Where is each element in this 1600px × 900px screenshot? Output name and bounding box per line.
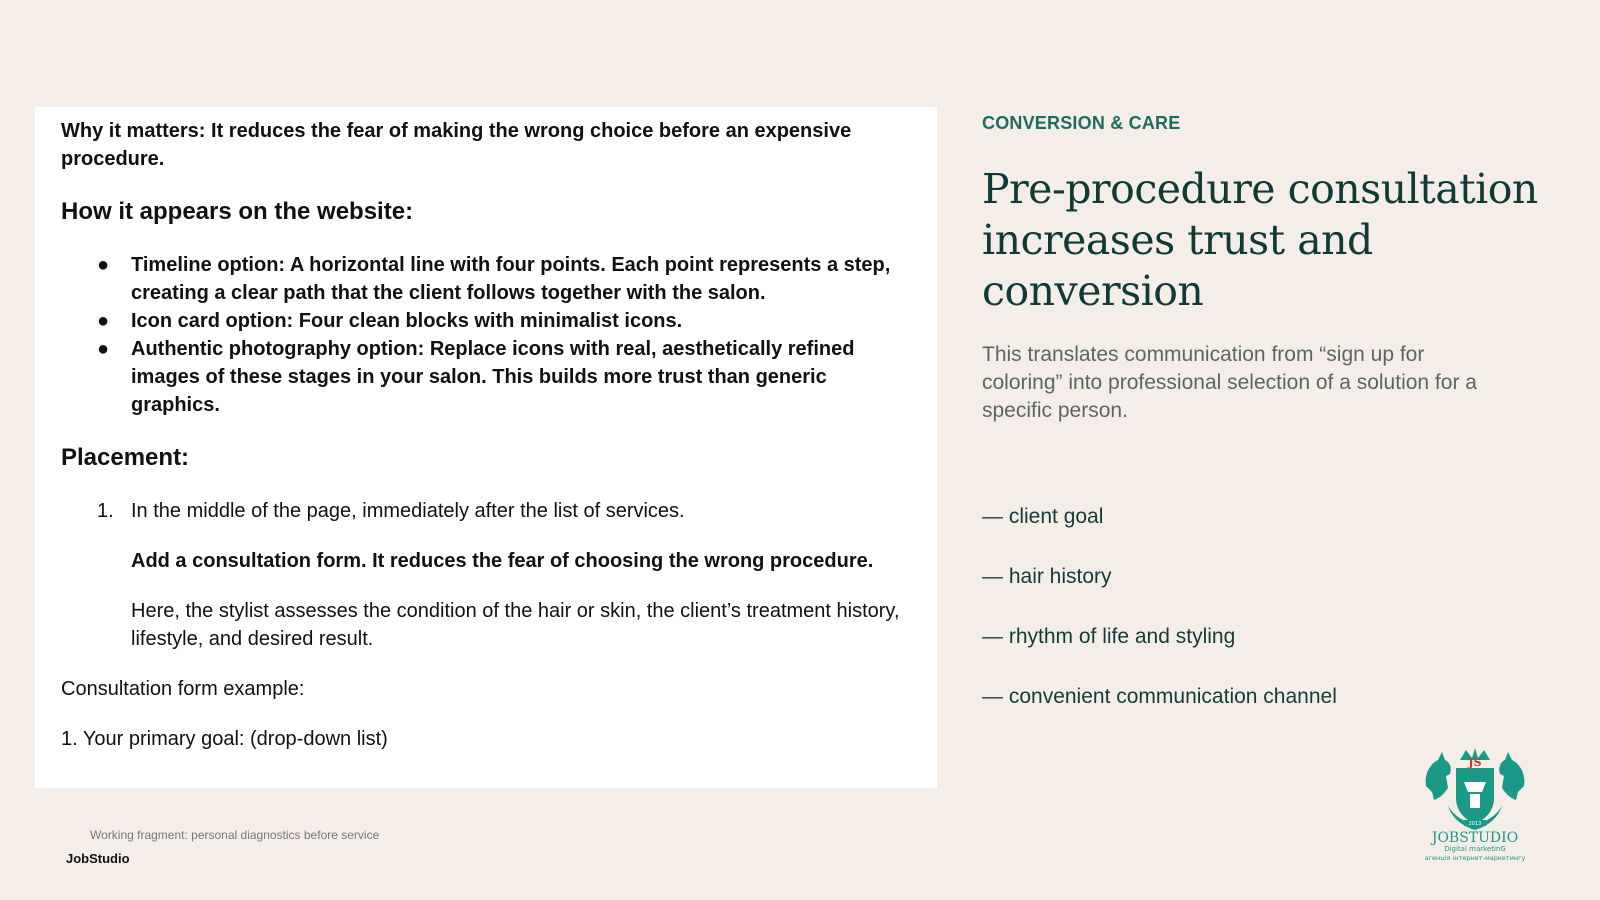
- svg-text:JS: JS: [1468, 756, 1482, 769]
- bullet-icon: ●: [97, 338, 110, 360]
- list-item: ● Authentic photography option: Replace icons with real, aesthetically refined images of these stages in your salon. This builds more trust than generic graphics.: [61, 335, 913, 419]
- info-panel: [982, 113, 1542, 425]
- list-item: 1. In the middle of the page, immediately after the list of services.: [97, 500, 685, 522]
- jobstudio-crest-logo-icon: [1418, 746, 1532, 866]
- page-subtitle: This translates communication from “sign up for coloring” into professional selection of a solution for a specific person.: [982, 343, 1477, 422]
- form-example-label: Consultation form example:: [61, 678, 305, 700]
- document-fragment: [35, 107, 937, 788]
- svg-text:JOBSTUDIO: JOBSTUDIO: [1431, 830, 1519, 846]
- placement-list: [61, 497, 913, 525]
- list-item: — hair history: [982, 565, 1112, 588]
- stylist-text: Here, the stylist assesses the condition of the hair or skin, the client’s treatment history, lifestyle, and desired result.: [131, 600, 900, 650]
- section-kicker: CONVERSION & CARE: [982, 113, 1181, 133]
- options-list: [61, 251, 913, 419]
- page-title: Pre-procedure consultation increases trust and conversion: [982, 165, 1538, 315]
- why-it-matters-text: Why it matters: It reduces the fear of making the wrong choice before an expensive procedure.: [61, 120, 852, 170]
- goal-line: 1. Your primary goal: (drop-down list): [61, 728, 388, 750]
- figure-caption: Working fragment: personal diagnostics before service: [90, 828, 380, 842]
- key-points-list: [982, 503, 1337, 743]
- list-item: — convenient communication channel: [982, 685, 1337, 708]
- list-item: ● Timeline option: A horizontal line with four points. Each point represents a step, creating a clear path that the client follows together with the salon.: [61, 251, 913, 307]
- list-item: ● Icon card option: Four clean blocks with minimalist icons.: [61, 307, 913, 335]
- add-form-text: Add a consultation form. It reduces the fear of choosing the wrong procedure.: [131, 550, 874, 572]
- bullet-icon: ●: [97, 254, 110, 276]
- list-item: — client goal: [982, 505, 1104, 528]
- bullet-icon: ●: [97, 310, 110, 332]
- svg-text:агенція інтернет-маркетингу: агенція інтернет-маркетингу: [1424, 854, 1526, 862]
- brand-name: JobStudio: [66, 851, 130, 866]
- svg-text:2013: 2013: [1468, 821, 1482, 827]
- svg-text:Digital marketinG: Digital marketinG: [1444, 845, 1506, 853]
- list-item: — rhythm of life and styling: [982, 625, 1236, 648]
- heading-placement: Placement:: [61, 444, 190, 471]
- heading-how-it-appears: How it appears on the website:: [61, 198, 414, 225]
